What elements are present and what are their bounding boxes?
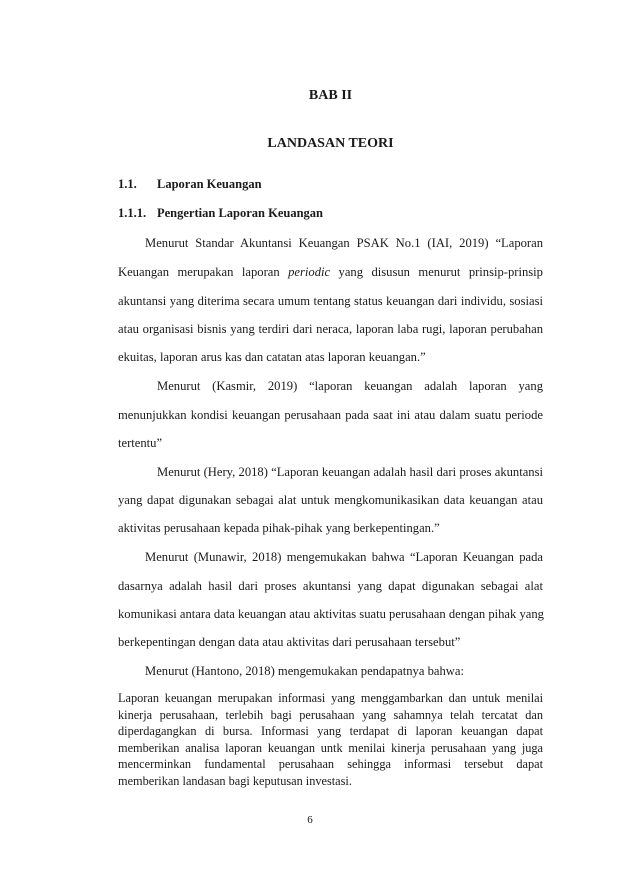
- paragraph-2-line-1: Menurut (Kasmir, 2019) “laporan keuangan adalah laporan yang: [157, 379, 543, 393]
- paragraph-1-line-5: ekuitas, laporan arus kas dan catatan atas laporan keuangan.”: [118, 350, 426, 364]
- block-quote: Laporan keuangan merupakan informasi yang menggambarkan dan untuk menilai kinerja perusahaan, terlebih bagi perusahaan yang sahamnya telah tercatat dan diperdagangkan di bursa. Informasi yang terdapat di laporan keuangan dapat memberikan analisa laporan keuangan untk menilai kinerja perusahaan yang juga mencerminkan fundamental perusahaan sehingga informasi tersebut dapat memberikan landasan bagi keputusan investasi.: [118, 691, 543, 788]
- paragraph-5-line-1: Menurut (Hantono, 2018) mengemukakan pendapatnya bahwa:: [145, 664, 464, 678]
- subsection-number: 1.1.1.: [118, 206, 147, 220]
- paragraph-4-line-3: komunikasi antara data keuangan atau aktivitas suatu perusahaan dengan pihak yang: [118, 607, 544, 621]
- paragraph-4-line-4: berkepentingan dengan data atau aktivitas dari perusahaan tersebut”: [118, 635, 461, 649]
- subsection-title: Pengertian Laporan Keuangan: [157, 206, 323, 220]
- paragraph-3-line-1: Menurut (Hery, 2018) “Laporan keuangan adalah hasil dari proses akuntansi: [157, 465, 543, 479]
- chapter-number: BAB II: [308, 88, 353, 103]
- paragraph-3-line-3: aktivitas perusahaan kepada pihak-pihak yang berkepentingan.”: [118, 521, 440, 535]
- section-title: Laporan Keuangan: [157, 177, 262, 191]
- paragraph-3-line-2: yang dapat digunakan sebagai alat untuk mengkomunikasikan data keuangan atau: [118, 493, 543, 507]
- paragraph-1-line-3: akuntansi yang diterima secara umum tentang status keuangan dari individu, sosiasi: [118, 294, 543, 308]
- paragraph-1-line-4: atau organisasi bisnis yang terdiri dari neraca, laporan laba rugi, laporan perubahan: [118, 322, 543, 336]
- paragraph-1-line-1: Menurut Standar Akuntansi Keuangan PSAK No.1 (IAI, 2019) “Laporan: [145, 236, 543, 250]
- section-number: 1.1.: [118, 177, 137, 191]
- paragraph-2-line-3: tertentu”: [118, 436, 163, 450]
- paragraph-4-line-2: dasarnya adalah hasil dari proses akuntansi yang dapat digunakan sebagai alat: [118, 579, 543, 593]
- page-number: 6: [307, 814, 313, 826]
- paragraph-4-line-1: Menurut (Munawir, 2018) mengemukakan bahwa “Laporan Keuangan pada: [145, 550, 543, 564]
- chapter-title: LANDASAN TEORI: [267, 136, 394, 151]
- paragraph-2-line-2: menunjukkan kondisi keuangan perusahaan pada saat ini atau dalam suatu periode: [118, 408, 543, 422]
- paragraph-1-line-2: Keuangan merupakan laporan periodic yang disusun menurut prinsip-prinsip: [118, 265, 543, 279]
